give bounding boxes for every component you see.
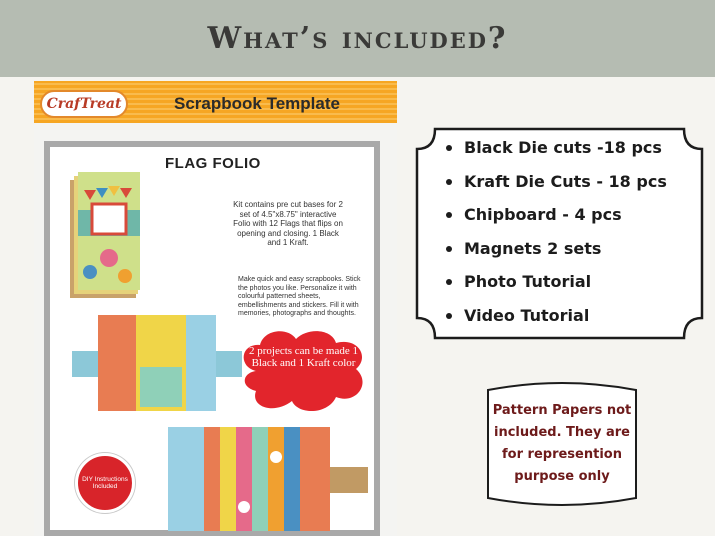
- bullet-icon: [446, 279, 452, 285]
- kit-description: Kit contains pre cut bases for 2 set of 4.5"x8.75" interactive Folio with 12 Flags that flips on opening and closing. 1 Black and 1 Kraft.: [233, 200, 343, 247]
- bullet-icon: [446, 179, 452, 185]
- open-folio-image: [72, 315, 242, 411]
- pattern-papers-note: Pattern Papers not included. They are for represention purpose only: [492, 403, 632, 484]
- red-cloud-badge: [236, 327, 371, 415]
- bullet-icon: [446, 313, 452, 319]
- orange-banner: [34, 81, 397, 123]
- header-bar: [0, 0, 715, 77]
- list-item: Black Die cuts -18 pcs: [442, 136, 697, 170]
- kit-instructions: Make quick and easy scrapbooks. Stick the photos you like. Personalize it with colourful patterned sheets, embellishments and stickers. Fill it with memories, photographs and thoughts.: [238, 276, 361, 317]
- diy-badge: [75, 453, 135, 513]
- list-item: Magnets 2 sets: [442, 237, 697, 271]
- diy-badge-text: DIY Instructions Included: [82, 475, 128, 490]
- included-items-list: [442, 136, 697, 338]
- product-image: [34, 81, 397, 536]
- banner-title: Scrapbook Template: [174, 94, 340, 113]
- list-item: Kraft Die Cuts - 18 pcs: [442, 170, 697, 204]
- list-item: Chipboard - 4 pcs: [442, 203, 697, 237]
- folio-title: FLAG FOLIO: [165, 155, 261, 172]
- red-badge-text: 2 projects can be made 1 Black and 1 Kraft color: [248, 345, 359, 369]
- closed-folio-image: [70, 172, 142, 300]
- list-item: Photo Tutorial: [442, 270, 697, 304]
- template-sheet: [44, 141, 380, 536]
- bullet-icon: [446, 246, 452, 252]
- craftreat-logo: CrafTreat: [40, 90, 128, 118]
- folio-flags-image: [168, 427, 368, 531]
- bullet-icon: [446, 212, 452, 218]
- page-title: What’s included?: [207, 21, 508, 56]
- bullet-icon: [446, 145, 452, 151]
- list-item: Video Tutorial: [442, 304, 697, 338]
